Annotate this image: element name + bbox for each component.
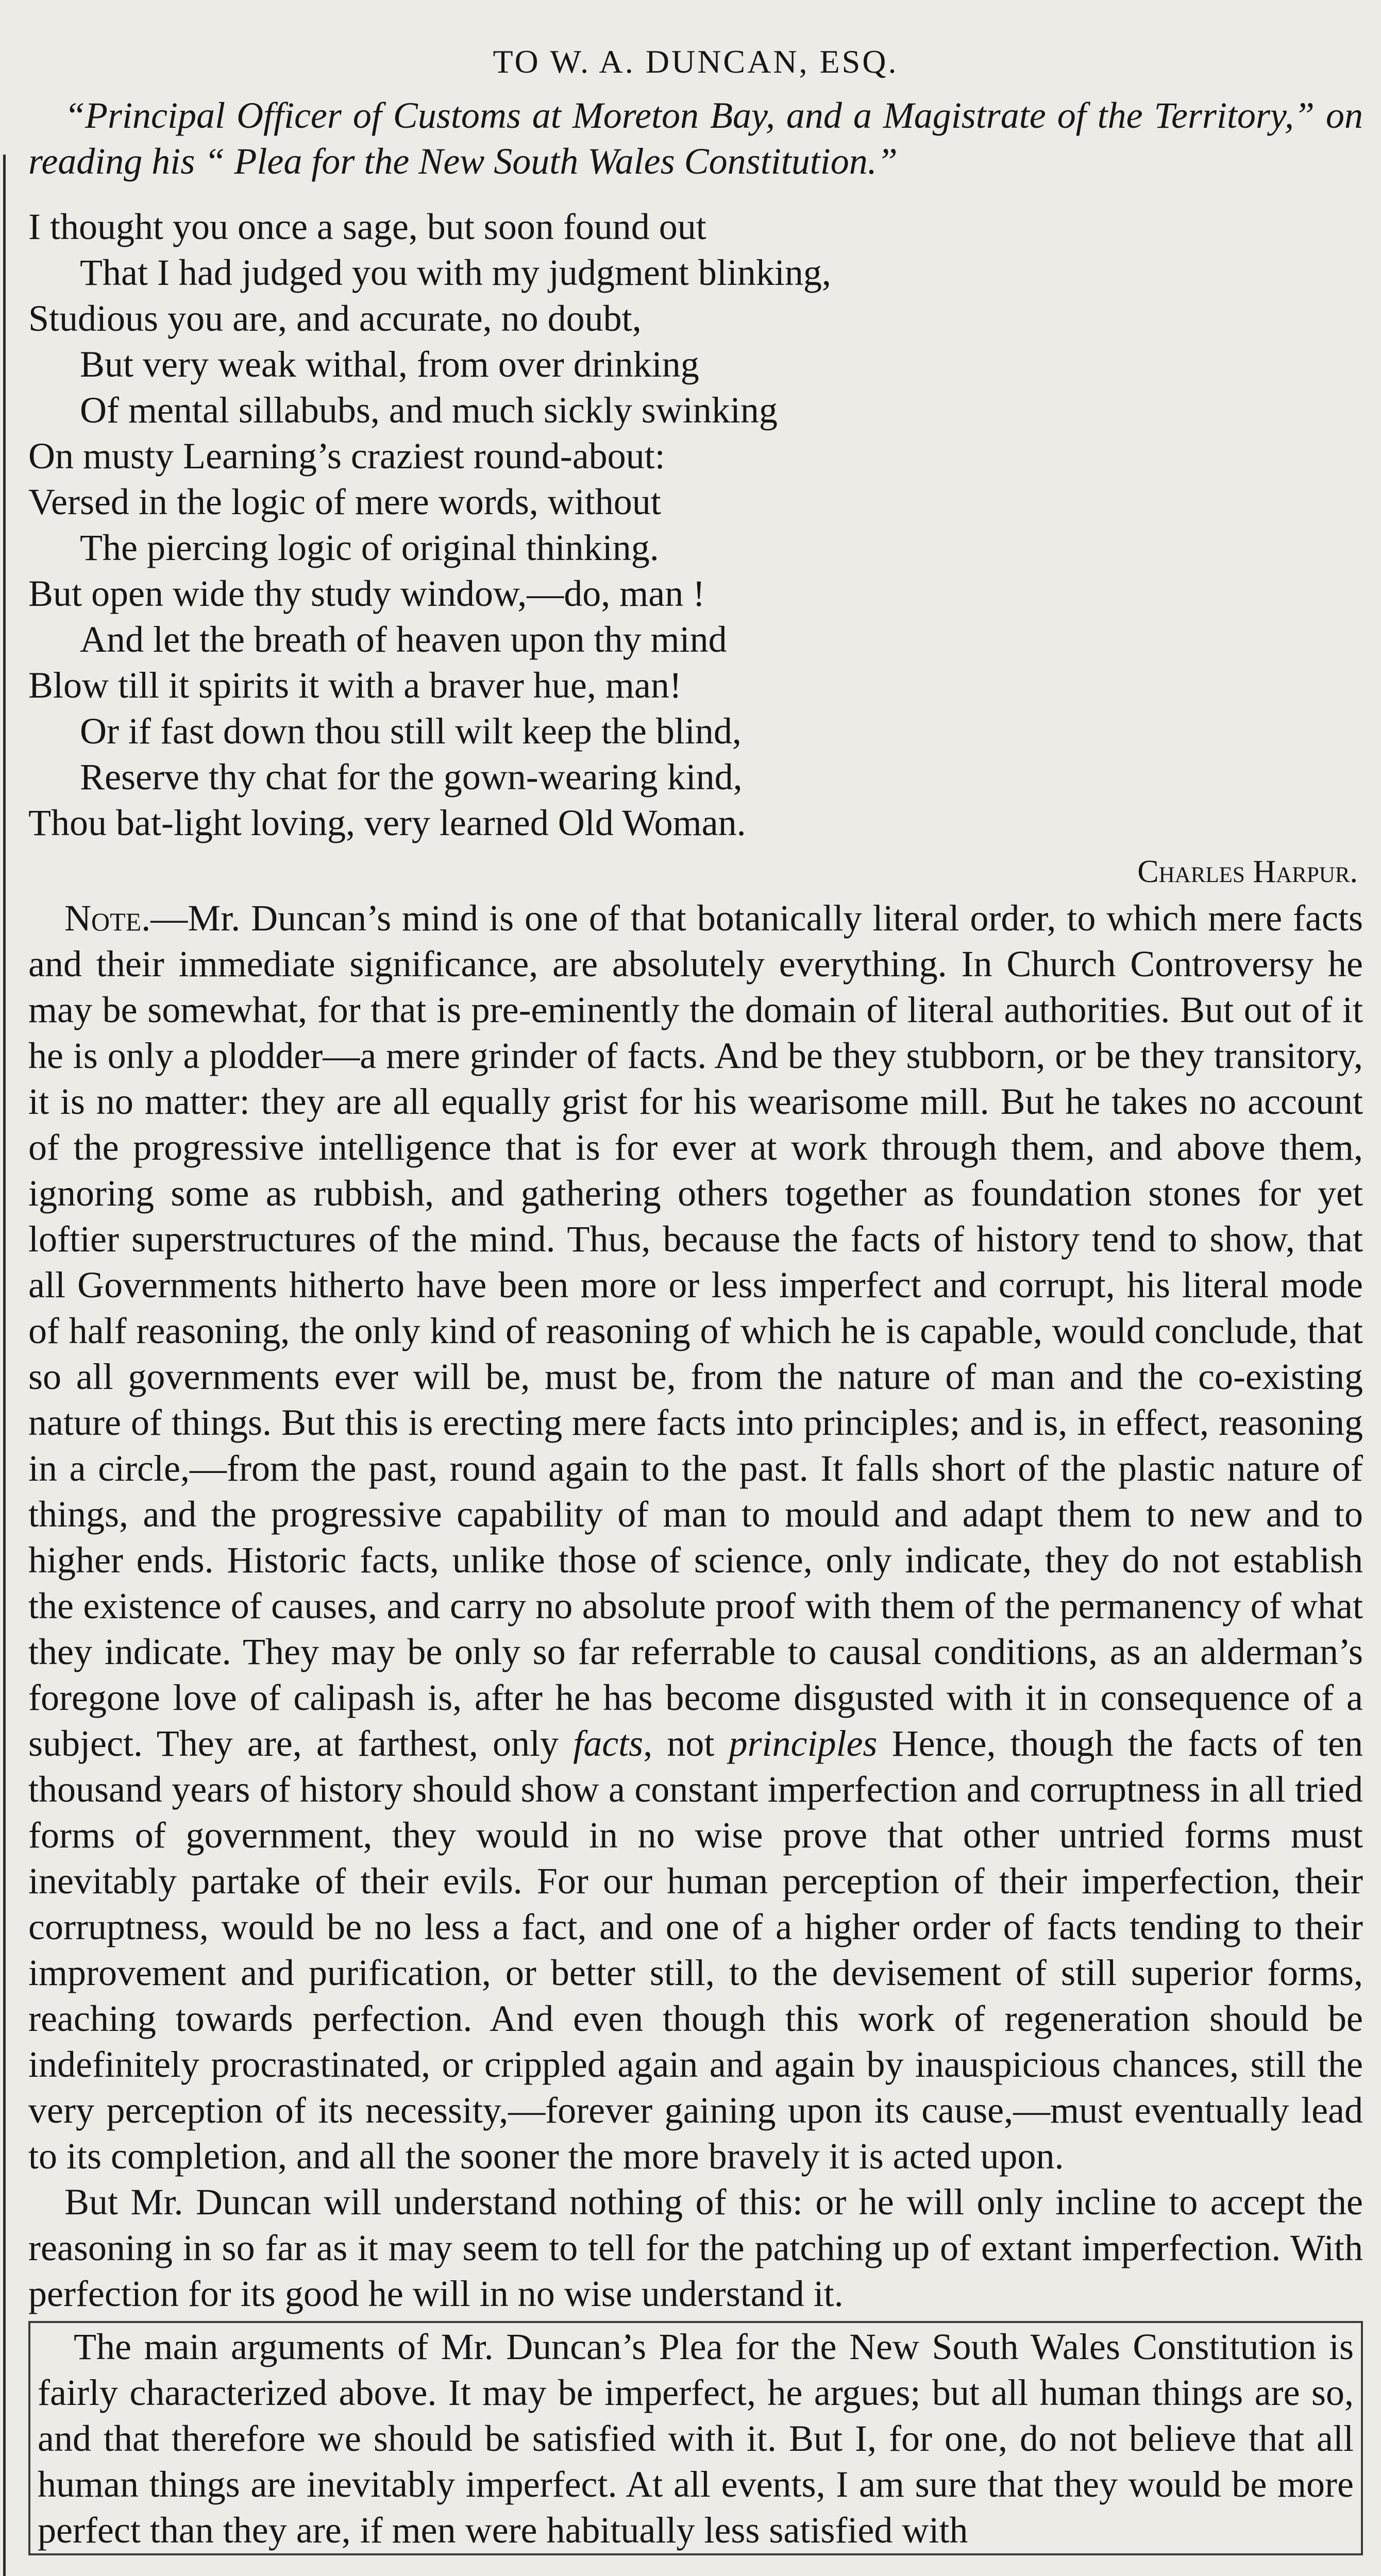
- poem-line: And let the breath of heaven upon thy mind: [80, 619, 727, 660]
- poem-line: Versed in the logic of mere words, without: [28, 481, 661, 522]
- highlighted-passage: [28, 2321, 1363, 2555]
- note-facts: facts: [573, 1723, 644, 1764]
- note-paragraph-1: [28, 895, 1363, 2179]
- poem-line: Reserve thy chat for the gown-wearing kind,: [80, 756, 743, 798]
- poem-line: But open wide thy study window,—do, man !: [28, 573, 705, 614]
- poem-line: On musty Learning’s craziest round-about:: [28, 435, 665, 477]
- poem-line: Blow till it spirits it with a braver hue, man!: [28, 665, 682, 706]
- note-label: Note.: [64, 897, 151, 939]
- poem-line: The piercing logic of original thinking.: [80, 527, 659, 568]
- article-title: TO W. A. DUNCAN, ESQ.: [493, 43, 899, 80]
- signature: Charles Harpur.: [1137, 854, 1358, 889]
- poem-line: Studious you are, and accurate, no doubt,: [28, 298, 642, 339]
- dedication: “Principal Officer of Customs at Moreton Bay, and a Magistrate of the Territory,” on reading his “ Plea for the New South Wales Constitution.”: [28, 95, 1363, 182]
- poem-line: But very weak withal, from over drinking: [80, 344, 699, 385]
- column-rule: [3, 155, 6, 2576]
- note-paragraph-3: The main arguments of Mr. Duncan’s Plea for the New South Wales Constitution is fairly characterized above. It may be imperfect, he argues; but all human things are so, and that therefore we should be satisfied with it. But I, for one, do not believe that all human things are inevitably imperfect. At all events, I am sure that they would be more perfect than they are, if men were habitually less satisfied with: [38, 2326, 1354, 2551]
- poem-line: That I had judged you with my judgment blinking,: [80, 252, 831, 293]
- poem-line: Of mental sillabubs, and much sickly swinking: [80, 389, 778, 431]
- poem-line: Thou bat-light loving, very learned Old Woman.: [28, 802, 746, 843]
- note-paragraph-2: But Mr. Duncan will understand nothing of this: or he will only incline to accept the reasoning in so far as it may seem to tell for the patching up of extant imperfection. With perfection for its good he will in no wise understand it.: [28, 2181, 1363, 2314]
- note-text-1: —Mr. Duncan’s mind is one of that botanically literal order, to which mere facts and their immediate significance, are absolutely everything. In Church Controversy he may be somewhat, for that is pre-eminently the domain of literal authorities. But out of it he is only a plodder—a mere grinder of facts. And be they stubborn, or be they transitory, it is no matter: they are all equally grist for his wearisome mill. But he takes no account of the progressive intelligence that is for ever at work through them, and above them, ignoring some as rubbish, and gathering others together as foundation stones for yet loftier superstructures of the mind. Thus, because the facts of history tend to show, that all Governments hitherto have been more or less imperfect and corrupt, his literal mode of half reasoning, the only kind of reasoning of which he is capable, would conclude, that so all governments ever will be, must be, from the nature of man and the co-existing nature of things. But this is erecting mere facts into principles; and is, in effect, reasoning in a circle,—from the past, round again to the past. It falls short of the plastic nature of things, and the progressive capability of man to mould and adapt them to new and to higher ends. Historic facts, unlike those of science, only indicate, they do not establish the existence of causes, and carry no absolute proof with them of the permanency of what they indicate. They may be only so far referrable to causal conditions, as an alderman’s foregone love of calipash is, after he has become disgusted with it in consequence of a subject. They are, at farthest, only: [28, 897, 1363, 1764]
- note-text-1-end: Hence, though the facts of ten thousand years of history should show a constant imperfection and corruptness in all tried forms of government, they would in no wise prove that other untried forms must inevitably partake of their evils. For our human perception of their imperfection, their corruptness, would be no less a fact, and one of a higher order of facts tending to their improvement and purification, or better still, to the devisement of still superior forms, reaching towards perfection. And even though this work of regeneration should be indefinitely procrastinated, or crippled again and again by inauspicious chances, still the very perception of its necessity,—forever gaining upon its cause,—must eventually lead to its completion, and all the sooner the more bravely it is acted upon.: [28, 1723, 1363, 2177]
- poem-line: I thought you once a sage, but soon found out: [28, 206, 706, 247]
- poem: [28, 204, 1363, 846]
- article: [28, 15, 1363, 2555]
- note-principles: principles: [729, 1723, 878, 1764]
- note-mid: , not: [643, 1723, 729, 1764]
- poem-line: Or if fast down thou still wilt keep the blind,: [80, 710, 742, 752]
